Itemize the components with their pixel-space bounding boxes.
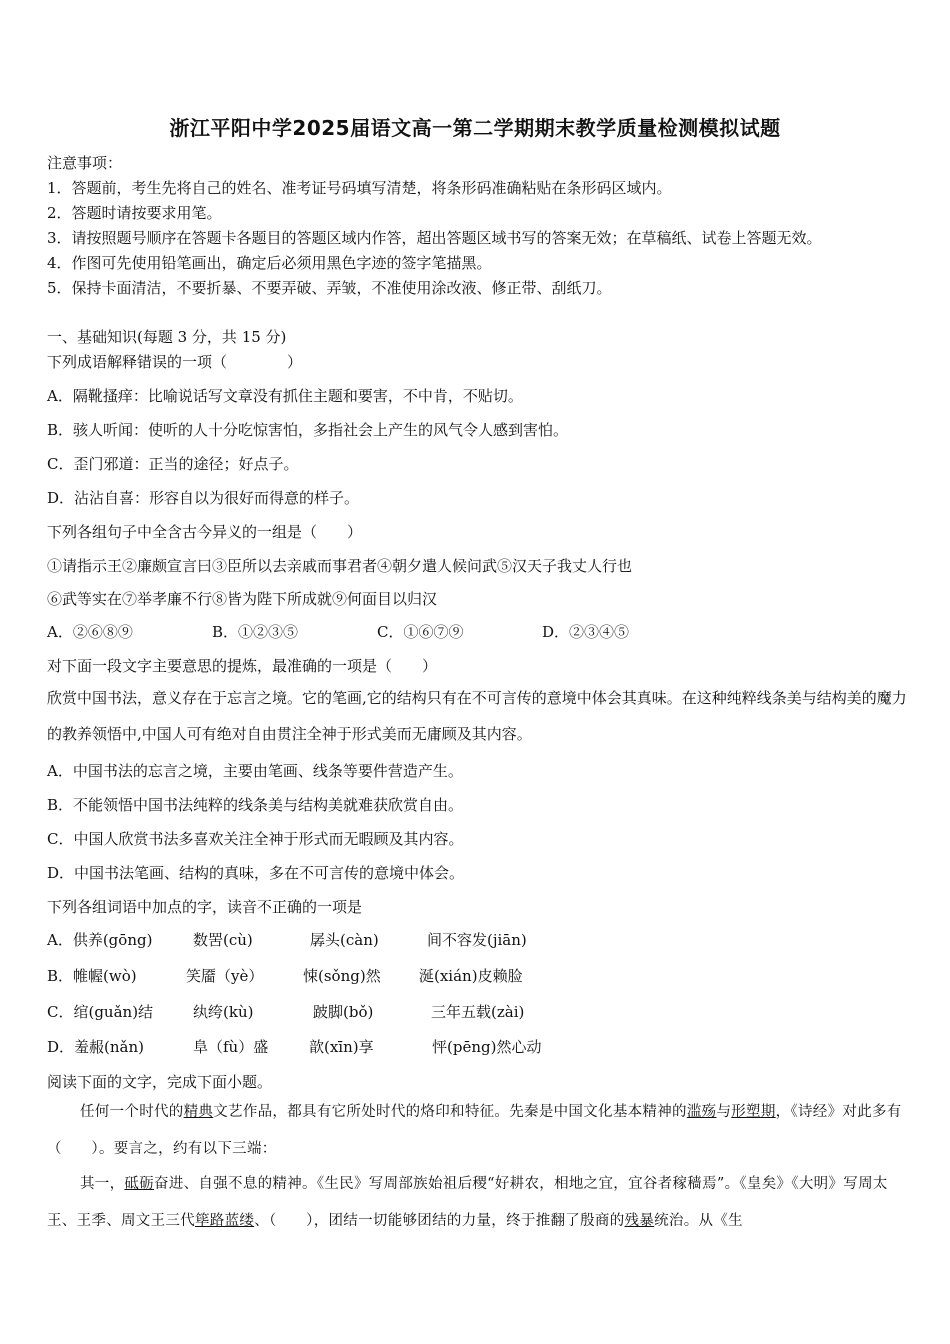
text-span: 任何一个时代的	[80, 1104, 184, 1120]
question-2-option-c: C．①⑥⑦⑨	[377, 623, 464, 641]
word-item: 笑靥（yè）	[186, 967, 264, 985]
word-item: B．帷幄(wò)	[47, 967, 137, 985]
question-1-stem: 下列成语解释错误的一项（ ）	[47, 353, 303, 371]
question-1-option-c: C．歪门邪道：正当的途径；好点子。	[47, 455, 299, 473]
word-item: 涎(xián)皮赖脸	[419, 967, 523, 985]
word-item: D．羞赧(nǎn)	[47, 1038, 144, 1056]
question-4-stem: 下列各组词语中加点的字，读音不正确的一项是	[47, 898, 363, 916]
question-1-option-d: D．沾沾自喜：形容自以为很好而得意的样子。	[47, 489, 360, 507]
question-3-option-d: D．中国书法笔画、结构的真味，多在不可言传的意境中体会。	[47, 864, 465, 882]
question-2-option-a: A．②⑥⑧⑨	[47, 623, 133, 641]
text-span: 文艺作品，都具有它所处时代的烙印和特征。先秦是中国文化基本精神的	[213, 1104, 687, 1120]
question-3-option-a: A．中国书法的忘言之境，主要由笔画、线条等要件营造产生。	[47, 762, 463, 780]
word-item: 悚(sǒng)然	[303, 967, 381, 985]
question-2-sentences: ⑥武等实在⑦举孝廉不行⑧皆为陛下所成就⑨何面目以归汉	[47, 590, 438, 608]
question-3-stem: 对下面一段文字主要意思的提炼，最准确的一项是（ ）	[47, 657, 438, 675]
notice-heading: 注意事项：	[47, 154, 123, 172]
text-span: 其一，	[80, 1176, 125, 1192]
text-span: 、（ ），团结一切能够团结的力量，终于推翻了殷商的	[254, 1213, 625, 1229]
question-2-option-b: B．①②③⑤	[212, 623, 299, 641]
exam-title: 浙江平阳中学2025届语文高一第二学期期末教学质量检测模拟试题	[169, 116, 781, 140]
word-item: 数罟(cù)	[193, 931, 253, 949]
notice-item: 1．答题前，考生先将自己的姓名、准考证号码填写清楚，将条形码准确粘贴在条形码区域内。	[47, 179, 672, 197]
word-item: 跛脚(bǒ)	[313, 1003, 374, 1021]
question-2-stem: 下列各组句子中全含古今异义的一组是（ ）	[47, 523, 363, 541]
question-2-option-d: D．②③④⑤	[542, 623, 630, 641]
word-item: 怦(pēng)然心动	[432, 1038, 542, 1056]
reading-paragraph	[47, 1166, 907, 1240]
word-item: 纨绔(kù)	[193, 1003, 254, 1021]
word-item: 歆(xīn)享	[309, 1038, 374, 1056]
notice-item: 5．保持卡面清洁，不要折暴、不要弄破、弄皱，不准使用涂改液、修正带、刮纸刀。	[47, 279, 612, 297]
underlined-word: 形塑期	[731, 1104, 776, 1120]
word-item: 阜（fù）盛	[193, 1038, 269, 1056]
underlined-word: 滥殇	[686, 1104, 717, 1120]
section-heading: 一、基础知识(每题 3 分，共 15 分)	[47, 328, 287, 346]
question-2-sentences: ①请指示王②廉颇宣言曰③臣所以去亲戚而事君者④朝夕遣人候问武⑤汉天子我丈人行也	[47, 557, 633, 575]
reading-intro: 阅读下面的文字，完成下面小题。	[47, 1073, 273, 1091]
underlined-word: 残暴	[624, 1213, 655, 1229]
question-3-passage: 欣赏中国书法，意义存在于忘言之境。它的笔画,它的结构只有在不可言传的意境中体会其真味。在这种纯粹线条美与结构美的魔力的教养领悟中,中国人可有绝对自由贯注全神于形式美而无庸顾及其内容。	[47, 689, 907, 743]
word-item: A．供养(gōng)	[47, 931, 153, 949]
underlined-word: 砥砺	[124, 1176, 155, 1192]
word-item: 间不容发(jiān)	[427, 931, 527, 949]
word-item: 三年五载(zài)	[431, 1003, 525, 1021]
question-3-option-b: B．不能领悟中国书法纯粹的线条美与结构美就难获欣赏自由。	[47, 796, 464, 814]
notice-item: 4．作图可先使用铅笔画出，确定后必须用黑色字迹的签字笔描黑。	[47, 254, 492, 272]
text-span: 统治。从《生	[654, 1213, 743, 1229]
notice-item: 2．答题时请按要求用笔。	[47, 204, 222, 222]
text-span: ，《诗经》对此多有（ ）。要言之，约有以下三端：	[47, 1104, 902, 1157]
underlined-word: 精典	[183, 1104, 214, 1120]
question-1-option-b: B．骇人听闻：使听的人十分吃惊害怕，多指社会上产生的风气令人感到害怕。	[47, 421, 569, 439]
question-1-option-a: A．隔靴搔痒：比喻说话写文章没有抓住主题和要害，不中肯，不贴切。	[47, 387, 523, 405]
notice-item: 3．请按照题号顺序在答题卡各题目的答题区域内作答，超出答题区域书写的答案无效；在草稿纸、试卷上答题无效。	[47, 229, 822, 247]
text-span: 与	[716, 1104, 732, 1120]
reading-paragraph	[47, 1094, 907, 1168]
question-3-option-c: C．中国人欣赏书法多喜欢关注全神于形式而无暇顾及其内容。	[47, 830, 464, 848]
text-span: 奋进、自强不息的精神。《生民》写周部族始祖后稷“好耕农，相地之宜，宜谷者稼穑焉”。《皇矣》《大明》写周太王、王季、周文王三代	[47, 1176, 888, 1229]
word-item: C．绾(guǎn)结	[47, 1003, 154, 1021]
underlined-word: 筚路蓝缕	[195, 1213, 255, 1229]
word-item: 孱头(càn)	[310, 931, 379, 949]
